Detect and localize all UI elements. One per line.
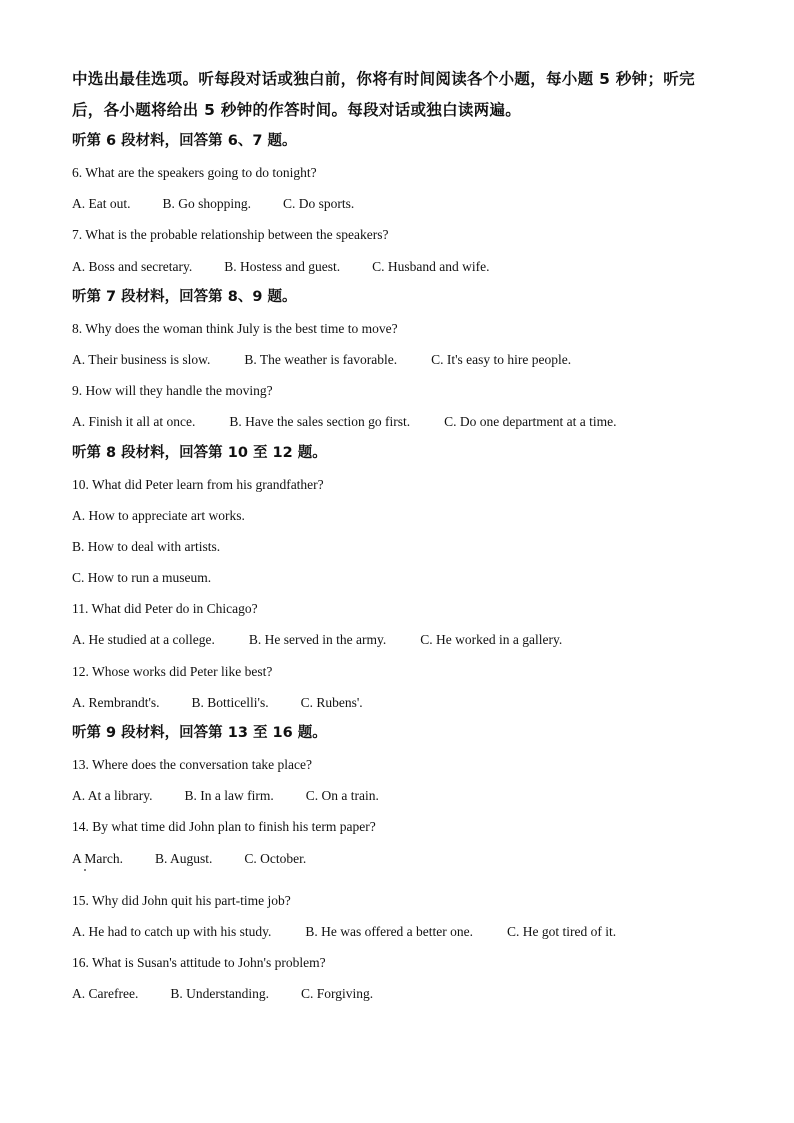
option-9a: A. Finish it all at once. xyxy=(72,414,196,430)
instructions-line-1: 中选出最佳选项。听每段对话或独白前，你将有时间阅读各个小题，每小题 5 秒钟；听完 xyxy=(72,70,695,88)
options-14 xyxy=(72,843,722,885)
option-7c: C. Husband and wife. xyxy=(372,258,490,274)
option-11a: A. He studied at a college. xyxy=(72,632,215,648)
option-12a: A. Rembrandt's. xyxy=(72,694,160,710)
option-6c: C. Do sports. xyxy=(283,196,355,212)
option-7b: B. Hostess and guest. xyxy=(224,258,341,274)
option-12c: C. Rubens'. xyxy=(300,694,363,710)
option-16c: C. Forgiving. xyxy=(300,986,374,1002)
option-16a: A. Carefree. xyxy=(72,986,139,1002)
option-13a: A. At a library. xyxy=(72,788,153,804)
option-8a: A. Their business is slow. xyxy=(72,351,211,367)
option-9b: B. Have the sales section go first. xyxy=(229,414,411,430)
instructions xyxy=(72,64,722,126)
option-11b: B. He served in the army. xyxy=(248,632,387,648)
section-heading-7: 听第 7 段材料，回答第 8、9 题。 xyxy=(72,288,297,305)
section-heading-9: 听第 9 段材料，回答第 13 至 16 题。 xyxy=(72,725,327,742)
option-6b: B. Go shopping. xyxy=(162,196,252,212)
options-8 xyxy=(72,344,722,375)
option-8b: B. The weather is favorable. xyxy=(244,351,398,367)
option-8c: C. It's easy to hire people. xyxy=(431,351,572,367)
option-9c: C. Do one department at a time. xyxy=(444,414,617,430)
option-15c: C. He got tired of it. xyxy=(507,923,617,939)
instructions-line-2: 后，各小题将给出 5 秒钟的作答时间。每段对话或独白读两遍。 xyxy=(72,101,522,119)
options-16 xyxy=(72,978,722,1009)
option-14c: C. October. xyxy=(244,850,307,866)
options-9 xyxy=(72,406,722,437)
section-heading-8: 听第 8 段材料，回答第 10 至 12 题。 xyxy=(72,444,327,461)
option-7a: A. Boss and secretary. xyxy=(72,258,193,274)
option-11c: C. He worked in a gallery. xyxy=(420,632,563,648)
option-14b: B. August. xyxy=(155,850,213,866)
option-10b: B. How to deal with artists. xyxy=(72,538,221,554)
question-9: 9. How will they handle the moving? xyxy=(72,383,273,399)
question-10: 10. What did Peter learn from his grandfather? xyxy=(72,476,324,492)
options-10 xyxy=(72,500,722,586)
section-heading-6: 听第 6 段材料，回答第 6、7 题。 xyxy=(72,133,297,149)
question-13: 13. Where does the conversation take place? xyxy=(72,757,313,773)
question-14: 14. By what time did John plan to finish his term paper? xyxy=(72,819,376,835)
options-13 xyxy=(72,780,722,811)
option-16b: B. Understanding. xyxy=(170,986,269,1002)
option-13b: B. In a law firm. xyxy=(184,788,274,804)
options-7 xyxy=(72,251,722,282)
option-10a: A. How to appreciate art works. xyxy=(72,507,245,523)
option-10c: C. How to run a museum. xyxy=(72,570,212,586)
question-7: 7. What is the probable relationship between the speakers? xyxy=(72,227,389,243)
option-12b: B. Botticelli's. xyxy=(191,694,269,710)
options-6 xyxy=(72,188,722,219)
option-14a: A March. xyxy=(72,850,123,866)
option-13c: C. On a train. xyxy=(305,788,379,804)
options-12 xyxy=(72,687,722,718)
options-15 xyxy=(72,916,722,947)
question-8: 8. Why does the woman think July is the best time to move? xyxy=(72,320,398,336)
stray-dot-mark xyxy=(84,869,86,871)
exam-page xyxy=(72,64,722,1009)
option-6a: A. Eat out. xyxy=(72,196,131,212)
question-12: 12. Whose works did Peter like best? xyxy=(72,663,273,679)
options-11 xyxy=(72,624,722,655)
question-16: 16. What is Susan's attitude to John's problem? xyxy=(72,954,326,970)
question-11: 11. What did Peter do in Chicago? xyxy=(72,601,258,617)
option-15a: A. He had to catch up with his study. xyxy=(72,923,272,939)
question-6: 6. What are the speakers going to do tonight? xyxy=(72,165,317,180)
question-15: 15. Why did John quit his part-time job? xyxy=(72,892,291,908)
option-15b: B. He was offered a better one. xyxy=(305,923,474,939)
